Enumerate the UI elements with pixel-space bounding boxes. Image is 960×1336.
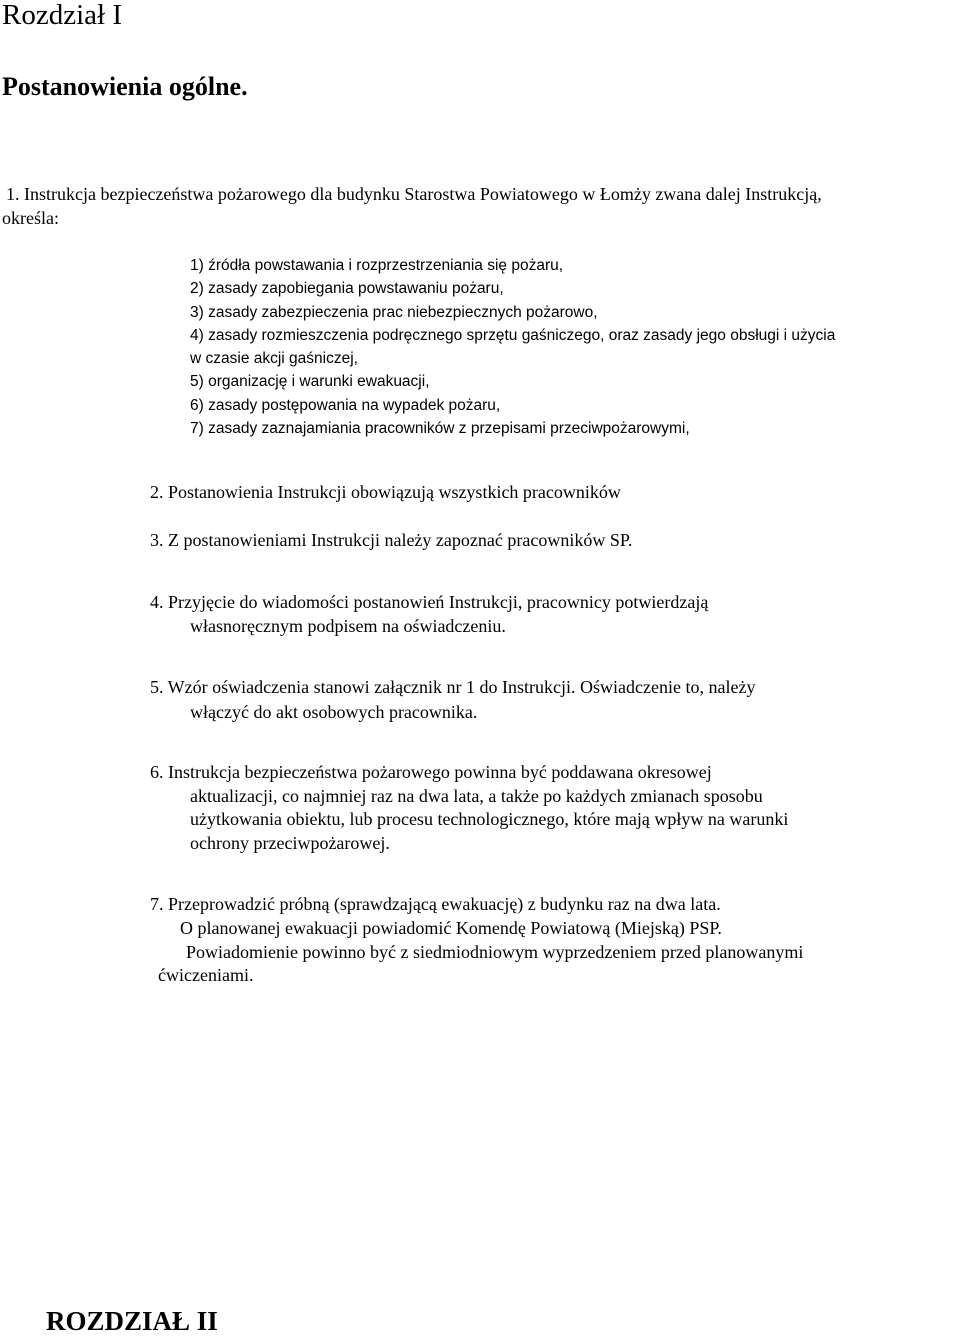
list-item: 7) zasady zaznajamiania pracowników z przepisami przeciwpożarowymi,	[190, 420, 690, 437]
point-1-line-1: 1. Instrukcja bezpieczeństwa pożarowego dla budynku Starostwa Powiatowego w Łomży zwana dalej Instrukcją,	[6, 184, 822, 204]
list-item: 2) zasady zapobiegania powstawaniu pożaru,	[190, 280, 504, 297]
point-5-line-2: włączyć do akt osobowych pracownika.	[190, 702, 478, 722]
point-1-line-2: określa:	[2, 208, 59, 228]
list-item: 1) źródła powstawania i rozprzestrzeniania się pożaru,	[190, 257, 564, 274]
point-5-line-1: 5. Wzór oświadczenia stanowi załącznik nr 1 do Instrukcji. Oświadczenie to, należy	[150, 677, 756, 697]
point-6-line-4: ochrony przeciwpożarowej.	[190, 833, 390, 853]
point-6-line-3: użytkowania obiektu, lub procesu technologicznego, które mają wpływ na warunki	[190, 809, 789, 829]
point-4-line-1: 4. Przyjęcie do wiadomości postanowień Instrukcji, pracownicy potwierdzają	[150, 592, 709, 612]
list-item: 3) zasady zabezpieczenia prac niebezpiecznych pożarowo,	[190, 304, 598, 321]
list-item-continuation: w czasie akcji gaśniczej,	[190, 350, 358, 367]
point-6-line-2: aktualizacji, co najmniej raz na dwa lata, a także po każdych zmianach sposobu	[190, 786, 763, 806]
point-4-line-2: własnoręcznym podpisem na oświadczeniu.	[190, 616, 506, 636]
point-7-line-3: Powiadomienie powinno być z siedmiodniowym wyprzedzeniem przed planowanymi	[186, 942, 804, 962]
point-7-line-1: 7. Przeprowadzić próbną (sprawdzającą ewakuację) z budynku raz na dwa lata.	[150, 894, 721, 914]
point-2: 2. Postanowienia Instrukcji obowiązują wszystkich pracowników	[150, 482, 621, 502]
list-item: 4) zasady rozmieszczenia podręcznego sprzętu gaśniczego, oraz zasady jego obsługi i użycia	[190, 327, 836, 344]
chapter-heading: Rozdział I	[2, 0, 122, 31]
section-title: Postanowienia ogólne.	[2, 72, 248, 101]
list-item: 5) organizację i warunki ewakuacji,	[190, 373, 430, 390]
point-6-line-1: 6. Instrukcja bezpieczeństwa pożarowego powinna być poddawana okresowej	[150, 762, 712, 782]
point-7-line-4: ćwiczeniami.	[158, 965, 254, 985]
chapter-2-heading: ROZDZIAŁ II	[46, 1306, 218, 1336]
list-item: 6) zasady postępowania na wypadek pożaru,	[190, 397, 501, 414]
point-3: 3. Z postanowieniami Instrukcji należy zapoznać pracowników SP.	[150, 530, 633, 550]
point-7-line-2: O planowanej ewakuacji powiadomić Komendę Powiatową (Miejską) PSP.	[180, 918, 722, 938]
